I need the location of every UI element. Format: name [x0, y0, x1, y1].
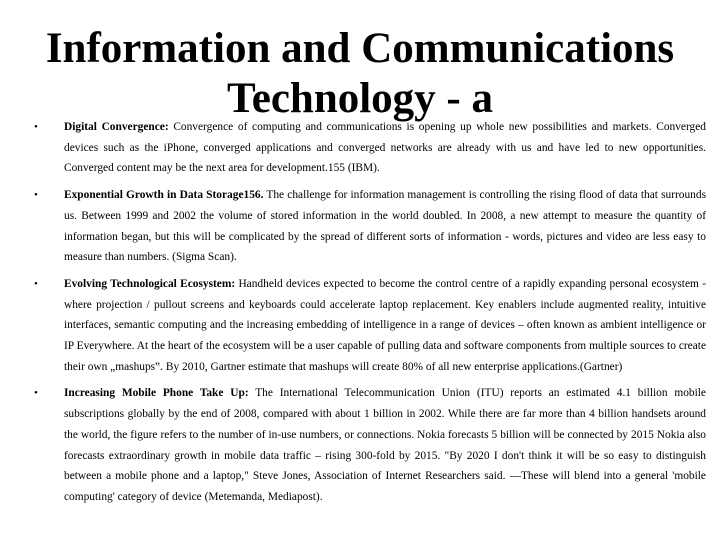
bullet-heading: Exponential Growth in Data Storage156. [64, 189, 264, 202]
bullet-text: The challenge for information management is controlling the rising flood of data that surrounds us. Between 1999 and 2002 the volume of stored information in the world doubled. In 2008, a new attempt to measure the quantity of information began, but this will be complicated by the spread of different sorts of information - words, pictures and video are less easy to measure than numbers. (Sigma Scan). [64, 189, 707, 264]
bullet-mobile-phone [34, 383, 706, 507]
bullet-heading: Digital Convergence: [64, 121, 169, 133]
bullet-marker: • [34, 387, 38, 400]
bullet-marker: • [34, 277, 38, 290]
bullet-text: The International Telecommunication Union (ITU) reports an estimated 4.1 billion mobile subscriptions globally by the end of 2008, compared with about 1 billion in 2002. While there are far more than 4 billion handsets around the world, the figure refers to the number of in-use numbers, or connections. Nokia forecasts 5 billion will be connected by 2015 Nokia also forecasts extraordinary growth in mobile data traffic – rising 300-fold by 2015. "By 2020 I don't think it will be so easy to distinguish between a mobile phone and a laptop," Steve Jones, Association of Internet Researchers said. ―These will blend into a general 'mobile computing' category of device (Metemanda, Mediapost). [64, 387, 706, 503]
bullet-heading: Increasing Mobile Phone Take Up: [64, 387, 249, 400]
bullet-list [34, 117, 706, 514]
bullet-text: Handheld devices expected to become the control centre of a rapidly expanding personal ecosystem - where projection / pullout screens and keyboards could accelerate laptop replacement. Key enablers include augmented reality, intuitive interfaces, semantic computing and the increasing embedding of intelligence in a range of devices – often known as ambient intelligence or IP Everywhere. At the heart of the ecosystem will be a user capable of pulling data and software components from multiple sources to create their own „mashups‟. By 2010, Gartner estimate that mashups will create 80% of all new enterprise applications.(Gartner) [64, 277, 706, 373]
bullet-marker: • [34, 189, 38, 202]
bullet-digital-convergence [34, 117, 706, 179]
slide-title [20, 24, 700, 124]
bullet-marker: • [34, 121, 38, 133]
bullet-data-storage [34, 185, 706, 268]
bullet-heading: Evolving Technological Ecosystem: [64, 277, 236, 290]
bullet-text: Convergence of computing and communications is opening up whole new possibilities and markets. Converged devices such as the iPhone, converged applications and converged networks are already with us and have led to new opportunities. Converged content may be the next area for development.155 (IBM). [64, 121, 706, 175]
bullet-technological-ecosystem [34, 274, 706, 378]
title-line-1: Information and Communications [45, 25, 675, 72]
title-line-2: Technology - a [227, 75, 493, 122]
